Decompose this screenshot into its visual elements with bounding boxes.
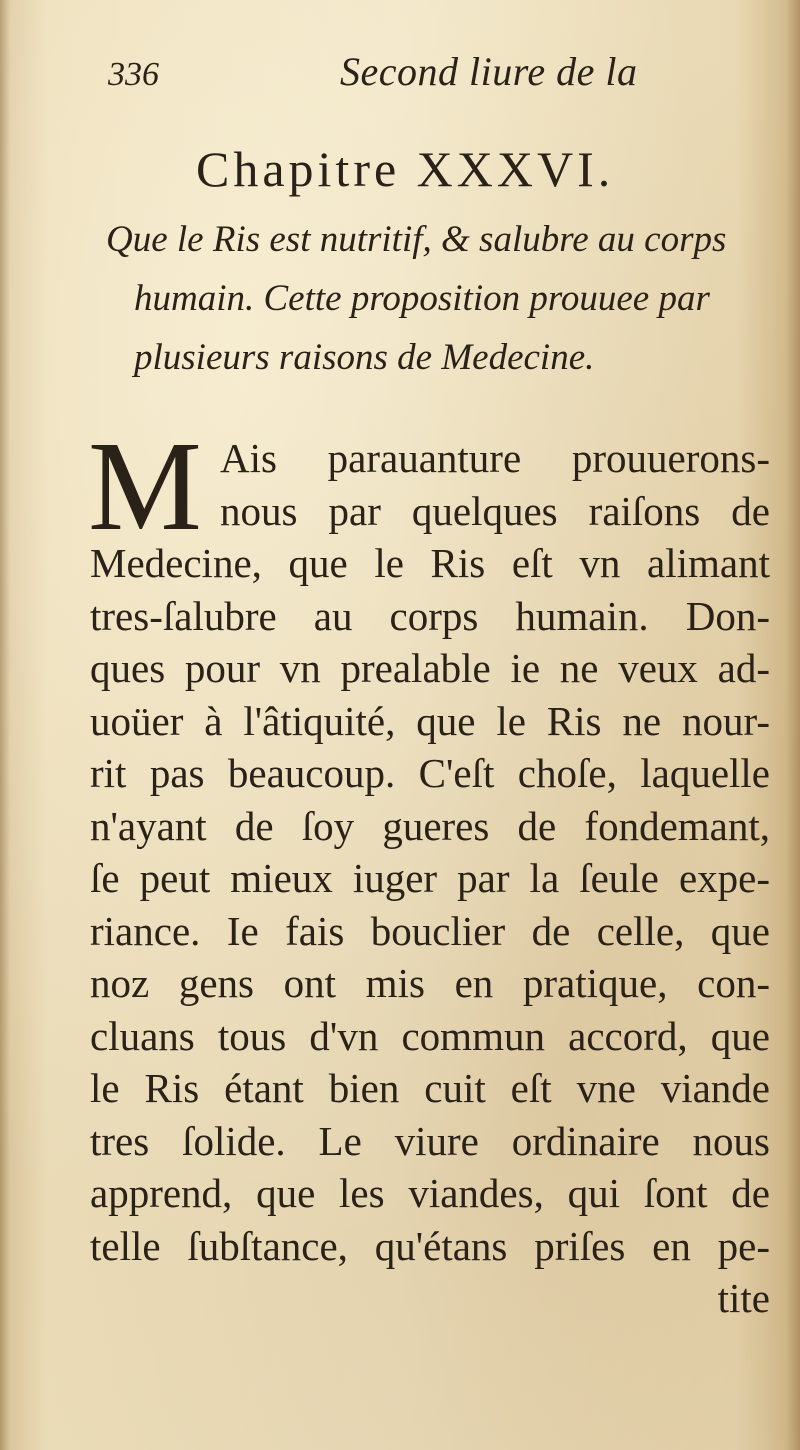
chapter-title: Chapitre XXXVI. <box>196 141 615 197</box>
page-number: 336 <box>108 56 159 93</box>
body-line: tres ſolide. Le viure ordinaire nous <box>90 1117 770 1164</box>
body-line: uoüer à l'âtiquité, que le Ris ne nour- <box>90 697 770 744</box>
body-line: Ais parauanture prouuerons- <box>220 435 770 481</box>
running-header <box>100 48 740 98</box>
page-edge-shadow <box>786 0 800 1450</box>
body-line: ſe peut mieux iuger par la ſeule expe- <box>90 855 770 901</box>
body-line: rit pas beaucoup. C'eſt choſe, laquelle <box>90 750 770 796</box>
body-line: ques pour vn prealable ie ne veux ad- <box>90 645 770 691</box>
body-text <box>88 415 770 1325</box>
page-gutter-shadow <box>0 0 10 1450</box>
body-line: Medecine, que le Ris eſt vn alimant <box>90 540 770 586</box>
body-line: tres-ſalubre au corps humain. Don- <box>90 592 770 639</box>
summary-line: Que le Ris est nutritif, & salubre au corps <box>106 219 727 260</box>
drop-cap: M <box>88 415 202 557</box>
body-line: cluans tous d'vn commun accord, que <box>90 1012 770 1059</box>
body-line: noz gens ont mis en pratique, con- <box>90 960 770 1006</box>
summary-line: humain. Cette proposition prouuee par <box>134 278 710 319</box>
running-title: Second liure de la <box>340 49 638 94</box>
body-line: n'ayant de ſoy gueres de fondemant, <box>90 802 770 849</box>
catchword: tite <box>717 1275 770 1321</box>
body-line: riance. Ie fais bouclier de celle, que <box>90 907 770 954</box>
body-line: nous par quelques raiſons de <box>220 487 770 534</box>
body-line: apprend, que les viandes, qui ſont de <box>90 1170 770 1216</box>
body-line: telle ſubſtance, qu'étans priſes en pe- <box>90 1222 770 1269</box>
chapter-summary <box>106 210 766 387</box>
summary-line: plusieurs raisons de Medecine. <box>134 337 595 378</box>
body-line: le Ris étant bien cuit eſt vne viande <box>90 1065 770 1111</box>
